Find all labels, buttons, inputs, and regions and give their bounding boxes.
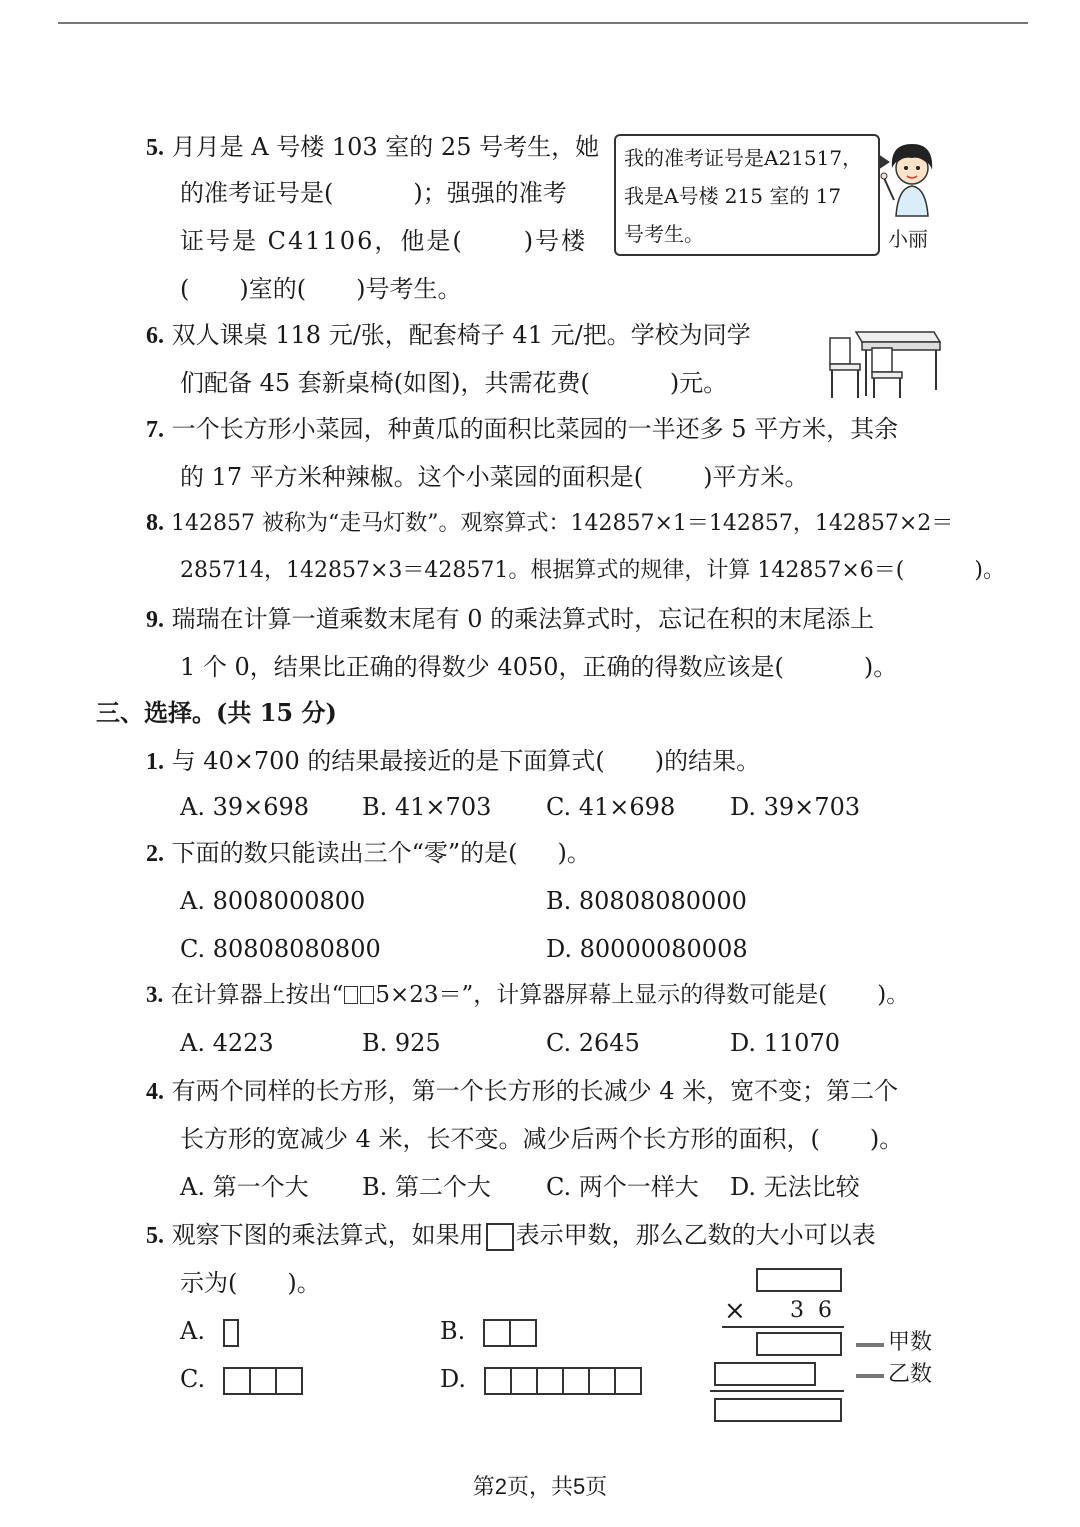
q9-text1: 瑞瑞在计算一道乘数末尾有 0 的乘法算式时，忘记在积的末尾添上 <box>171 605 875 633</box>
bubble-line2: 我是A号楼 215 室的 17 <box>624 184 842 208</box>
option-d[interactable]: D. 11070 <box>730 1029 840 1057</box>
option-b[interactable]: B. 80808080000 <box>546 887 747 915</box>
s3-q4-line1 <box>146 1074 898 1109</box>
s3-q5-text2a: 示为( <box>180 1269 238 1297</box>
q5-line4 <box>180 272 461 306</box>
s3-q3-text-c: )。 <box>877 982 910 1008</box>
product-rule <box>722 1326 844 1328</box>
s3-q5-line2 <box>180 1266 321 1300</box>
q6-text1: 双人课桌 118 元/张，配套椅子 41 元/把。学校为同学 <box>171 321 751 349</box>
speech-bubble <box>614 134 880 256</box>
digit-box <box>360 986 374 1004</box>
q5-text1: 月月是 A 号楼 103 室的 25 号考生，她 <box>171 133 600 161</box>
q7-text2a: 的 17 平方米种辣椒。这个小菜园的面积是( <box>180 463 644 491</box>
box-3-icon <box>223 1367 303 1395</box>
top-rule <box>58 22 1028 24</box>
box-6-icon <box>484 1367 642 1395</box>
s3-q2-text-a: 下面的数只能读出三个“零”的是( <box>171 839 518 867</box>
unit-square-icon <box>486 1223 514 1251</box>
option-a[interactable]: A. 8008000800 <box>180 887 366 915</box>
q6-line1 <box>146 318 751 353</box>
question-number: 3. <box>146 982 164 1007</box>
q9-text2b: )。 <box>863 653 898 681</box>
s3-q5-text1a: 观察下图的乘法算式，如果用 <box>171 1221 484 1249</box>
question-number: 9. <box>146 607 164 633</box>
option-a[interactable]: A. 39×698 <box>180 793 310 821</box>
option-d[interactable]: D. 无法比较 <box>730 1173 860 1201</box>
option-a[interactable]: A. 第一个大 <box>180 1173 309 1201</box>
partial-product-jia-box <box>756 1332 842 1356</box>
q7-line1 <box>146 412 898 447</box>
q5-text2b: )；强强的准考 <box>413 179 567 207</box>
s3-q1-text-a: 与 40×700 的结果最接近的是下面算式( <box>171 747 605 775</box>
s3-q4-text2b: )。 <box>869 1125 904 1153</box>
question-number: 6. <box>146 323 164 349</box>
digit-box <box>344 986 358 1004</box>
option-c[interactable]: C. 两个一样大 <box>546 1173 699 1201</box>
s3-q3-text-b: 5×23＝”，计算器屏幕上显示的得数可能是( <box>375 982 828 1008</box>
s3-q4-line2 <box>180 1122 903 1156</box>
q8-line1 <box>146 506 953 541</box>
s3-q3-text-a: 在计算器上按出“ <box>170 982 344 1008</box>
option-d-label: D. <box>440 1365 467 1393</box>
question-number: 7. <box>146 417 164 443</box>
q5-text2a: 的准考证号是( <box>180 179 334 207</box>
s3-q5-line1 <box>146 1218 876 1253</box>
q9-line1 <box>146 602 874 637</box>
q5-text4a: ( <box>180 275 190 303</box>
q5-text4c: )号考生。 <box>356 275 462 303</box>
q6-text2a: 们配备 45 套新桌椅(如图)，共需花费( <box>180 369 590 397</box>
bubble-line3: 号考生。 <box>624 222 704 246</box>
q6-line2 <box>180 366 727 400</box>
question-number: 5. <box>146 1223 164 1249</box>
s3-q4-text1: 有两个同样的长方形，第一个长方形的长减少 4 米，宽不变；第二个 <box>171 1077 899 1105</box>
bubble-line1: 我的准考证号是A21517， <box>624 146 863 170</box>
girl-illustration <box>880 138 942 228</box>
arrow-yi-icon <box>856 1374 884 1378</box>
label-jia: 甲数 <box>888 1330 933 1355</box>
option-c-label: C. <box>180 1365 206 1393</box>
q8-line2 <box>180 554 1005 588</box>
question-number: 2. <box>146 841 164 867</box>
s3-q5-text2b: )。 <box>287 1269 321 1297</box>
q5-line3 <box>180 224 587 258</box>
question-number: 8. <box>146 510 164 536</box>
question-number: 5. <box>146 135 164 161</box>
desk-chair-illustration <box>826 318 944 400</box>
option-b-label: B. <box>440 1317 466 1345</box>
box-1-icon <box>223 1319 239 1347</box>
q9-text2a: 1 个 0，结果比正确的得数少 4050，正确的得数应该是( <box>180 653 784 681</box>
q8-text1: 142857 被称为“走马灯数”。观察算式：142857×1＝142857，142857×2＝ <box>171 511 954 536</box>
q5-text3b: )号楼 <box>523 227 588 255</box>
option-d[interactable] <box>440 1362 642 1396</box>
s3-q1-text-b: )的结果。 <box>654 747 761 775</box>
sum-rule <box>710 1390 844 1392</box>
s3-q2-text-b: )。 <box>557 839 591 867</box>
q9-line2 <box>180 650 897 684</box>
option-c[interactable]: C. 41×698 <box>546 793 676 821</box>
q5-line1 <box>146 130 599 165</box>
option-c[interactable]: C. 80808080800 <box>180 935 381 963</box>
option-c[interactable] <box>180 1362 303 1396</box>
q7-text2b: )平方米。 <box>703 463 809 491</box>
s3-q3-stem <box>146 978 909 1012</box>
speaker-name: 小丽 <box>888 227 928 251</box>
q5-line2 <box>180 176 567 210</box>
s3-q5-text1b: 表示甲数，那么乙数的大小可以表 <box>515 1221 876 1249</box>
partial-product-yi-box <box>714 1362 816 1386</box>
question-number: 1. <box>146 749 164 775</box>
page-footer: 第2页，共5页 <box>472 1474 608 1499</box>
option-b[interactable]: B. 925 <box>362 1029 441 1057</box>
multiplier-digits: 3 6 <box>790 1298 832 1323</box>
q5-text3a: 证号是 C41106，他是( <box>180 227 464 255</box>
q8-text2b: )。 <box>974 558 1005 583</box>
label-yi: 乙数 <box>888 1362 933 1387</box>
q5-text4b: )室的( <box>239 275 307 303</box>
option-b[interactable]: B. 41×703 <box>362 793 492 821</box>
option-a[interactable] <box>180 1314 239 1348</box>
s3-q4-text2a: 长方形的宽减少 4 米，长不变。减少后两个长方形的面积，( <box>180 1125 820 1153</box>
times-sign: × <box>724 1296 746 1326</box>
arrow-jia-icon <box>856 1343 884 1347</box>
option-d[interactable]: D. 39×703 <box>730 793 861 821</box>
q8-text2a: 285714，142857×3＝428571。根据算式的规律，计算 142857×6＝( <box>180 558 905 583</box>
option-b[interactable]: B. 第二个大 <box>362 1173 491 1201</box>
final-product-box <box>714 1398 842 1422</box>
q6-text2b: )元。 <box>669 369 728 397</box>
option-a-label: A. <box>180 1317 205 1345</box>
multiplicand-box <box>756 1268 842 1292</box>
s3-q1-stem <box>146 744 760 779</box>
q7-line2 <box>180 460 809 494</box>
option-d[interactable]: D. 80000080008 <box>546 935 748 963</box>
option-c[interactable]: C. 2645 <box>546 1029 640 1057</box>
box-2-icon <box>483 1319 537 1347</box>
option-b[interactable] <box>440 1314 537 1348</box>
question-number: 4. <box>146 1079 164 1105</box>
option-a[interactable]: A. 4223 <box>180 1029 274 1057</box>
q7-text1: 一个长方形小菜园，种黄瓜的面积比菜园的一半还多 5 平方米，其余 <box>171 415 899 443</box>
s3-q2-stem <box>146 836 591 871</box>
section-title: 三、选择。(共 15 分) <box>96 698 337 727</box>
